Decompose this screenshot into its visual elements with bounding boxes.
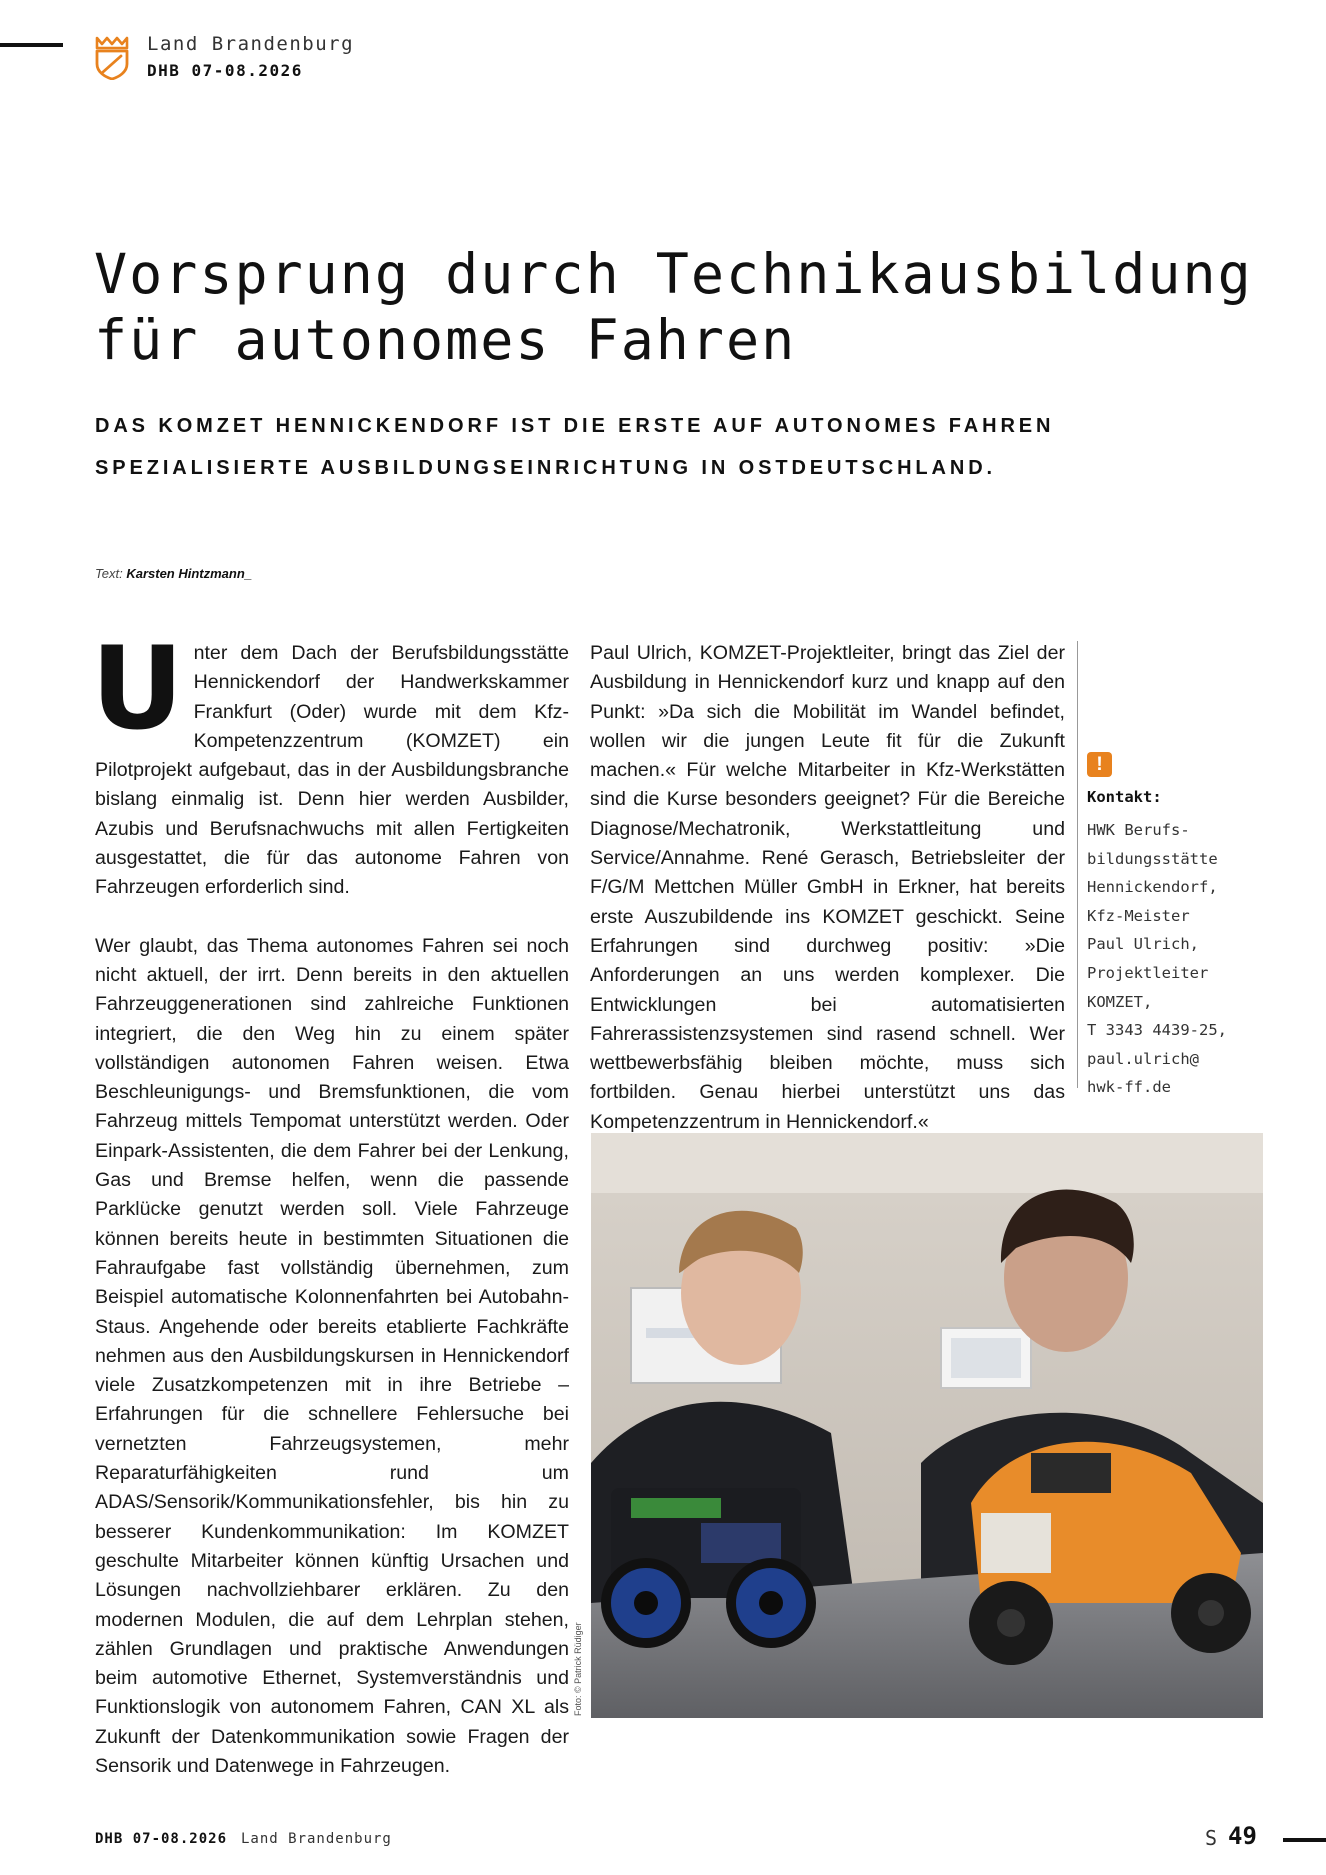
headline-line-1: Vorsprung durch Technikausbildung [94,242,1253,306]
brandenburg-crest-icon [93,36,131,80]
contact-line: bildungsstätte [1087,849,1218,868]
article-headline [94,241,1254,373]
byline [95,566,252,581]
contact-line: Paul Ulrich, [1087,935,1199,954]
paragraph-1-text: nter dem Dach der Berufsbildungsstätte Hennickendorf der Handwerkskammer Frankfurt (Oder) wurde mit dem Kfz-Kompetenzzentrum (KOMZET) ein Pilotprojekt aufgebaut, das in der Ausbildungsbranche bislang einmalig ist. Denn hier werden Ausbilder, Azubis und Berufsnachwuchs mit allen Fertigkeiten ausgestattet, die für das autonome Fahren von Fahrzeugen erforderlich sind. [95,642,569,899]
article-photo [591,1133,1263,1718]
article-column-middle [590,639,1065,1137]
article-column-left [91,622,569,1781]
bottom-rule [1283,1838,1326,1842]
header-region: Land Brandenburg [147,33,355,55]
contact-email-domain: hwk-ff.de [1087,1078,1171,1097]
contact-email: paul.ulrich@ [1087,1049,1199,1068]
contact-line: Kfz-Meister [1087,906,1190,925]
deck-line-1: DAS KOMZET HENNICKENDORF IST DIE ERSTE AUF AUTONOMES FAHREN [95,415,1055,437]
paragraph-2: Wer glaubt, das Thema autonomes Fahren sei noch nicht aktuell, der irrt. Denn bereits in den aktuellen Fahrzeuggenerationen sind zahlreiche Funktionen integriert, die den Weg hin zu einem später vollständigen autonomen Fahren weisen. Etwa Beschleunigungs- und Bremsfunktionen, die vom Fahrzeug mittels Tempomat unterstützt werden. Oder Einpark-Assistenten, die dem Fahrer bei der Lenkung, Gas und Bremse helfen, wenn die passende Parklücke genutzt werden soll. Viele Fahrzeuge können bereits heute in bestimmten Situationen die Fahraufgabe fast vollständig übernehmen, zum Beispiel automatische Kolonnenfahrten bei Autobahn-Staus. Angehende oder bereits etablierte Fachkräfte nehmen aus den Ausbildungskursen in Hennickendorf viele Zusatzkompetenzen mit in ihre Betriebe – Erfahrungen für die schnellere Fehlersuche bei vernetzten Fahrzeugsystemen, mehr Reparaturfähigkeiten rund um ADAS/Sensorik/Kommunikationsfehler, bis hin zu besserer Kundenkommunikation: Im KOMZET geschulte Mitarbeiter können künftig Ursachen und Lösungen nachvollziehbarer erklären. Zu den modernen Modulen, die auf dem Lehrplan stehen, zählen Grundlagen und praktische Anwendungen beim automotive Ethernet, Systemverständnis und Funktionslogik von autonomem Fahren, CAN XL als Zukunft der Datenkommunikation sowie Fragen der Sensorik und Datenwege in Fahrzeugen. [95,934,569,1777]
photo-credit: Foto: © Patrick Rüdiger [573,1622,583,1716]
page-prefix: S [1205,1826,1218,1850]
article-deck [95,405,1095,489]
contact-line: KOMZET, [1087,992,1153,1011]
footer-region: Land Brandenburg [241,1831,392,1847]
top-rule [0,43,63,47]
contact-title: Kontakt: [1087,788,1162,806]
contact-phone: T 3343 4439-25, [1087,1021,1227,1040]
footer-issue: DHB 07-08.2026 [95,1831,228,1847]
sidebar-divider [1077,641,1078,1088]
contact-line: Hennickendorf, [1087,878,1218,897]
contact-line: Projektleiter [1087,963,1209,982]
photo-illustration [591,1133,1263,1718]
headline-line-2: für autonomes Fahren [94,308,797,372]
byline-prefix: Text: [95,566,123,581]
exclamation-icon: ! [1087,752,1112,777]
contact-line: HWK Berufs- [1087,821,1190,839]
byline-author: Karsten Hintzmann_ [126,566,253,581]
header-issue: DHB 07-08.2026 [147,61,303,80]
paragraph-3: Paul Ulrich, KOMZET-Projektleiter, bringt das Ziel der Ausbildung in Hennickendorf kurz und knapp auf den Punkt: »Da sich die Mobilität im Wandel befindet, wollen wir die jungen Leute fit für die Zukunft machen.« Für welche Mitarbeiter in Kfz-Werkstätten sind die Kurse besonders geeignet? Für die Bereiche Diagnose/Mechatronik, Werkstattleitung und Service/Annahme. René Gerasch, Betriebsleiter der F/G/M Mettchen Müller GmbH in Erkner, hat bereits erste Auszubildende ins KOMZET geschickt. Seine Erfahrungen sind durchweg positiv: »Die Anforderungen an uns werden komplexer. Die Entwicklungen bei automatisierten Fahrerassistenzsystemen sind rasend schnell. Wer wettbewerbsfähig bleiben möchte, muss sich fortbilden. Genau hierbei unterstützt uns das Kompetenzzentrum in Hennickendorf.« [590,642,1065,1133]
paragraph-1 [91,622,569,903]
drop-cap: U [91,622,184,755]
contact-info [1087,816,1257,1102]
deck-line-2: SPEZIALISIERTE AUSBILDUNGSEINRICHTUNG IN OSTDEUTSCHLAND. [95,457,997,479]
page-number: 49 [1228,1822,1257,1850]
